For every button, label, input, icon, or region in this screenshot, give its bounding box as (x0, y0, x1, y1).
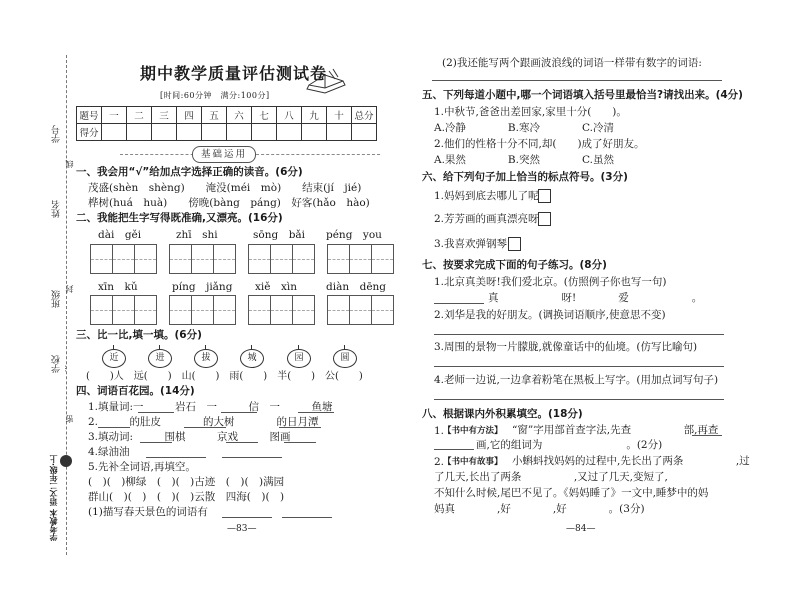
score-header: 七 (252, 107, 277, 124)
blank-line[interactable] (222, 457, 282, 458)
writing-grid[interactable] (248, 244, 315, 274)
q8-num1: 1. (434, 425, 445, 437)
q3-title: 三、比一比,填一填。(6分) (76, 329, 202, 341)
side-label-id: 学号 (52, 125, 62, 143)
score-cell[interactable] (152, 124, 177, 141)
score-header: 八 (277, 107, 302, 124)
score-cell[interactable] (327, 124, 352, 141)
side-label-school: 学校 (52, 355, 62, 373)
blank-line[interactable] (432, 80, 722, 81)
q1-title: 一、我会用“√”给加点字选择正确的读音。(6分) (76, 166, 303, 178)
side-label-class: 班级 (52, 290, 62, 308)
q5-o1: A.冷静 B.寒冷 C.冷清 (434, 122, 614, 134)
score-header: 三 (152, 107, 177, 124)
q8-num2: 2. (434, 456, 445, 468)
book-icon (305, 67, 347, 97)
blank-line[interactable] (226, 442, 258, 443)
score-header: 题号 (77, 107, 102, 124)
q6-s3: 3.我喜欢弹钢琴 (434, 238, 508, 250)
score-cell[interactable] (252, 124, 277, 141)
side-label-name: 姓名 (52, 200, 62, 218)
pinyin-label: péng you (326, 229, 382, 241)
page-number-left: —83— (227, 524, 257, 534)
apple-char: 园 (287, 349, 311, 368)
q4-row2: 群山( )( ) ( )( )云散 四海( )( ) (88, 491, 285, 503)
score-cell[interactable] (227, 124, 252, 141)
q5-o2: A.果然 B.突然 C.虽然 (434, 154, 614, 166)
punctuation-box[interactable] (538, 212, 551, 226)
pinyin-label: zhī shi (176, 229, 218, 241)
blank-line[interactable] (279, 427, 321, 428)
q2-title: 二、我能把生字写得既准确,又漂亮。(16分) (76, 212, 283, 224)
answer-line[interactable] (434, 334, 724, 335)
q4-row3: (1)描写春天景色的词语有 (88, 506, 208, 518)
brand-logo-icon (60, 455, 72, 467)
writing-grid[interactable] (327, 244, 394, 274)
side-seal-line: 线 (65, 160, 74, 168)
q5-s2: 2.他们的性格十分不同,却( )成了好朋友。 (434, 138, 645, 150)
side-seal-mi: 密 (65, 415, 74, 423)
q6-s2: 2.芳芳画的画真漂亮呀 (434, 213, 539, 225)
blank-line[interactable] (146, 457, 206, 458)
q8-s2d: 妈真 ,好 ,好 。(3分) (434, 503, 645, 515)
score-cell[interactable] (302, 124, 327, 141)
score-header: 一 (102, 107, 127, 124)
q8-title: 八、根据课内外积累填空。(18分) (422, 408, 583, 420)
writing-grid[interactable] (90, 244, 157, 274)
q7-s1: 1.北京真美呀!我们爱北京。(仿照例子你也写一句) (434, 276, 667, 288)
score-cell[interactable] (277, 124, 302, 141)
score-header: 五 (202, 107, 227, 124)
q4-title: 四、词语百花园。(14分) (76, 385, 195, 397)
score-header: 六 (227, 107, 252, 124)
q4-line4: 4.绿油油 (88, 446, 130, 458)
writing-grid[interactable] (169, 295, 236, 325)
q3-blanks: ( )人 远( ) 山( ) 雨( ) 半( ) 公( ) (86, 371, 363, 382)
q8-s2b: 了几天,长出了两条 ,又过了几天,变短了, (434, 471, 668, 483)
q7-s3: 3.周围的景物一片朦胧,就像童话中的仙境。(仿写比喻句) (434, 341, 698, 353)
blank-line[interactable] (434, 303, 484, 304)
answer-line[interactable] (434, 366, 724, 367)
score-header: 九 (302, 107, 327, 124)
q6-title: 六、给下列句子加上恰当的标点符号。(3分) (422, 171, 628, 183)
q5-s1: 1.中秋节,爸爸出差回家,家里十分( )。 (434, 106, 627, 118)
section-banner: 基础运用 (192, 146, 256, 163)
q8-s1b: 画,它的组词为 。(2分) (476, 439, 663, 451)
pinyin-label: sōng bǎi (253, 229, 306, 241)
q7-title: 七、按要求完成下面的句子练习。(8分) (422, 259, 607, 271)
blank-line[interactable] (138, 412, 174, 413)
apple-char: 圆 (333, 349, 357, 368)
side-seal-dot: … (60, 365, 68, 372)
score-cell[interactable] (102, 124, 127, 141)
writing-grid[interactable] (327, 295, 394, 325)
q7-s4: 4.老师一边说,一边拿着粉笔在黑板上写字。(用加点词写句子) (434, 374, 719, 386)
writing-grid[interactable] (248, 295, 315, 325)
q7-s2: 2.刘华是我的好朋友。(调换词语顺序,使意思不变) (434, 309, 666, 321)
score-cell[interactable] (177, 124, 202, 141)
blank-line[interactable] (692, 435, 722, 436)
writing-grid[interactable] (90, 295, 157, 325)
binding-line (66, 55, 67, 555)
punctuation-box[interactable] (508, 237, 521, 251)
pinyin-label: xiě xìn (255, 281, 298, 293)
q4-line2: 2. 的肚皮 的大树 的日月潭 (88, 416, 319, 428)
q8-s1a: “窗”字用部首查字法,先查 部,再查 (512, 424, 719, 436)
score-cell[interactable] (202, 124, 227, 141)
score-header: 十 (327, 107, 352, 124)
side-seal-feng: 封 (65, 285, 74, 293)
blank-line[interactable] (434, 449, 474, 450)
q8-tag2: 【书中有故事】 (443, 457, 503, 467)
score-row-label: 得分 (77, 124, 102, 141)
score-table (76, 106, 377, 141)
pinyin-label: dài gěi (98, 229, 142, 241)
punctuation-box[interactable] (538, 189, 551, 203)
pinyin-label: diàn dēng (326, 281, 387, 293)
apple-char: 拔 (194, 349, 218, 368)
blank-line[interactable] (98, 427, 130, 428)
score-cell[interactable] (127, 124, 152, 141)
apple-char: 进 (148, 349, 172, 368)
blank-line[interactable] (282, 517, 332, 518)
pinyin-label: xīn kǔ (98, 281, 138, 293)
page-number-right: —84— (566, 524, 596, 534)
brand-label: 学考教本 语文二年级·上 (49, 455, 58, 541)
q1-row2: 桦树(huá huà) 傍晚(bàng páng) 好客(hǎo hào) (88, 197, 370, 209)
page-subtitle: [时间:60分钟 满分:100分] (160, 91, 270, 100)
writing-grid[interactable] (169, 244, 236, 274)
q8-tag1: 【书中有方法】 (443, 426, 503, 436)
q4-line1: 1.填量词:一 岩石 一 信 一 鱼塘 (88, 401, 333, 413)
blank-line[interactable] (298, 412, 334, 413)
pinyin-label: píng jiǎng (172, 281, 233, 293)
blank-line[interactable] (140, 442, 172, 443)
q7-s1b: 真 呀! 爱 。 (488, 292, 703, 304)
blank-line[interactable] (221, 412, 257, 413)
score-cell[interactable] (352, 124, 377, 141)
q8-s2c: 不知什么时候,尾巴不见了。《妈妈睡了》一文中,睡梦中的妈 (434, 487, 709, 499)
q4b-line: (2)我还能写两个跟画波浪线的词语一样带有数字的词语: (442, 57, 702, 69)
q4-line3: 3.填动词: 围棋 京戏 图画 (88, 431, 291, 443)
q1-row1: 茂盛(shèn shèng) 淹没(méi mò) 结束(jí jié) (88, 182, 362, 194)
q4-row1: ( )( )柳绿 ( )( )古迹 ( )( )满园 (88, 476, 285, 488)
answer-line[interactable] (434, 399, 724, 400)
page-title: 期中教学质量评估测试卷 (140, 64, 328, 83)
apple-char: 城 (240, 349, 264, 368)
q4-line5: 5.先补全词语,再填空。 (88, 461, 196, 473)
score-header: 总分 (352, 107, 377, 124)
q5-title: 五、下列每道小题中,哪一个词语填入括号里最恰当?请找出来。(4分) (422, 89, 743, 101)
blank-line[interactable] (184, 427, 226, 428)
score-header: 四 (177, 107, 202, 124)
q8-s2a: 小蝌蚪找妈妈的过程中,先长出了两条 ,过 (512, 455, 750, 467)
blank-line[interactable] (222, 517, 272, 518)
q6-s1: 1.妈妈到底去哪儿了呢 (434, 190, 539, 202)
apple-char: 近 (102, 349, 126, 368)
score-header: 二 (127, 107, 152, 124)
blank-line[interactable] (284, 442, 316, 443)
